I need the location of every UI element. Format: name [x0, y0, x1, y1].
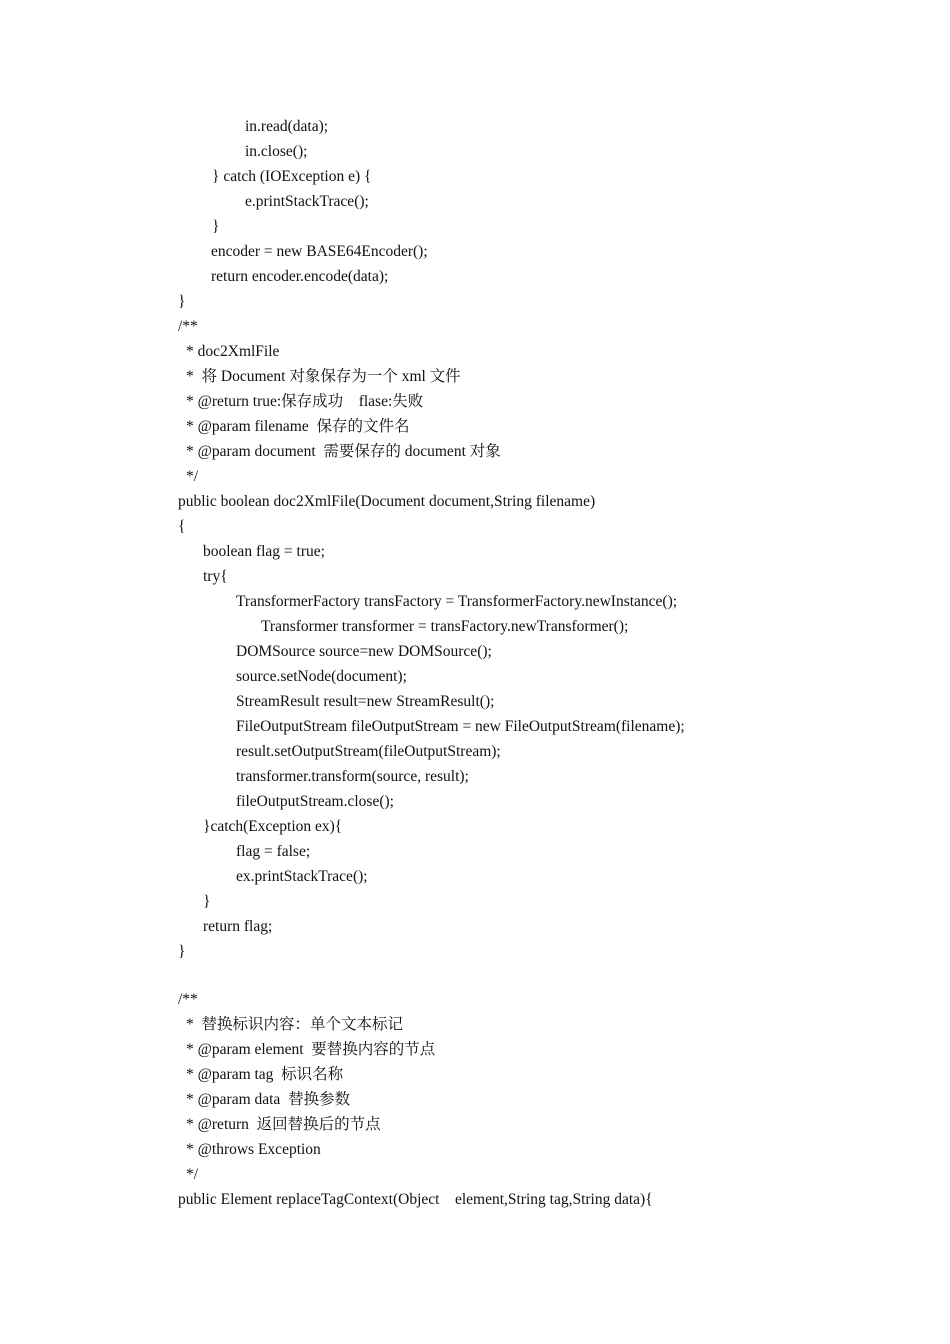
code-line: * @param filename 保存的文件名	[186, 418, 410, 435]
code-line: ex.printStackTrace();	[236, 868, 368, 885]
code-line: {	[178, 518, 186, 535]
code-line: FileOutputStream fileOutputStream = new FileOutputStream(filename);	[236, 718, 685, 735]
code-line: }	[178, 943, 186, 960]
code-line: * @return true:保存成功 flase:失败	[186, 393, 424, 410]
code-line: flag = false;	[236, 843, 311, 860]
code-line: * @return 返回替换后的节点	[186, 1116, 381, 1133]
code-line: * doc2XmlFile	[186, 343, 280, 360]
code-line: }	[212, 218, 220, 235]
code-line: * @param element 要替换内容的节点	[186, 1041, 436, 1058]
code-line: }	[203, 893, 211, 910]
code-line: public boolean doc2XmlFile(Document document,String filename)	[178, 493, 596, 510]
code-line: TransformerFactory transFactory = TransformerFactory.newInstance();	[236, 593, 678, 610]
code-line: encoder = new BASE64Encoder();	[211, 243, 428, 260]
code-line: * @param tag 标识名称	[186, 1066, 344, 1083]
code-line: * 替换标识内容：单个文本标记	[186, 1016, 404, 1033]
code-line: fileOutputStream.close();	[236, 793, 394, 810]
code-line: boolean flag = true;	[203, 543, 325, 560]
code-line: }catch(Exception ex){	[203, 818, 343, 835]
code-line: in.close();	[245, 143, 308, 160]
code-line: source.setNode(document);	[236, 668, 407, 685]
code-line: /**	[178, 318, 198, 335]
code-line: */	[186, 468, 199, 485]
code-line: * @param data 替换参数	[186, 1091, 351, 1108]
code-line: */	[186, 1166, 199, 1183]
code-line: result.setOutputStream(fileOutputStream);	[236, 743, 501, 760]
code-line: StreamResult result=new StreamResult();	[236, 693, 495, 710]
code-line: * 将 Document 对象保存为一个 xml 文件	[186, 368, 461, 385]
code-line: * @throws Exception	[186, 1141, 321, 1158]
code-line: return encoder.encode(data);	[211, 268, 389, 285]
code-line: in.read(data);	[245, 118, 329, 135]
code-line: try{	[203, 568, 228, 585]
code-line: /**	[178, 991, 198, 1008]
code-line: Transformer transformer = transFactory.newTransformer();	[261, 618, 629, 635]
code-line: transformer.transform(source, result);	[236, 768, 469, 785]
code-line: } catch (IOException e) {	[212, 168, 372, 185]
code-line: e.printStackTrace();	[245, 193, 369, 210]
code-line: }	[178, 293, 186, 310]
code-line: public Element replaceTagContext(Object element,String tag,String data){	[178, 1191, 653, 1208]
code-line: return flag;	[203, 918, 273, 935]
code-line: * @param document 需要保存的 document 对象	[186, 443, 501, 460]
code-line: DOMSource source=new DOMSource();	[236, 643, 492, 660]
